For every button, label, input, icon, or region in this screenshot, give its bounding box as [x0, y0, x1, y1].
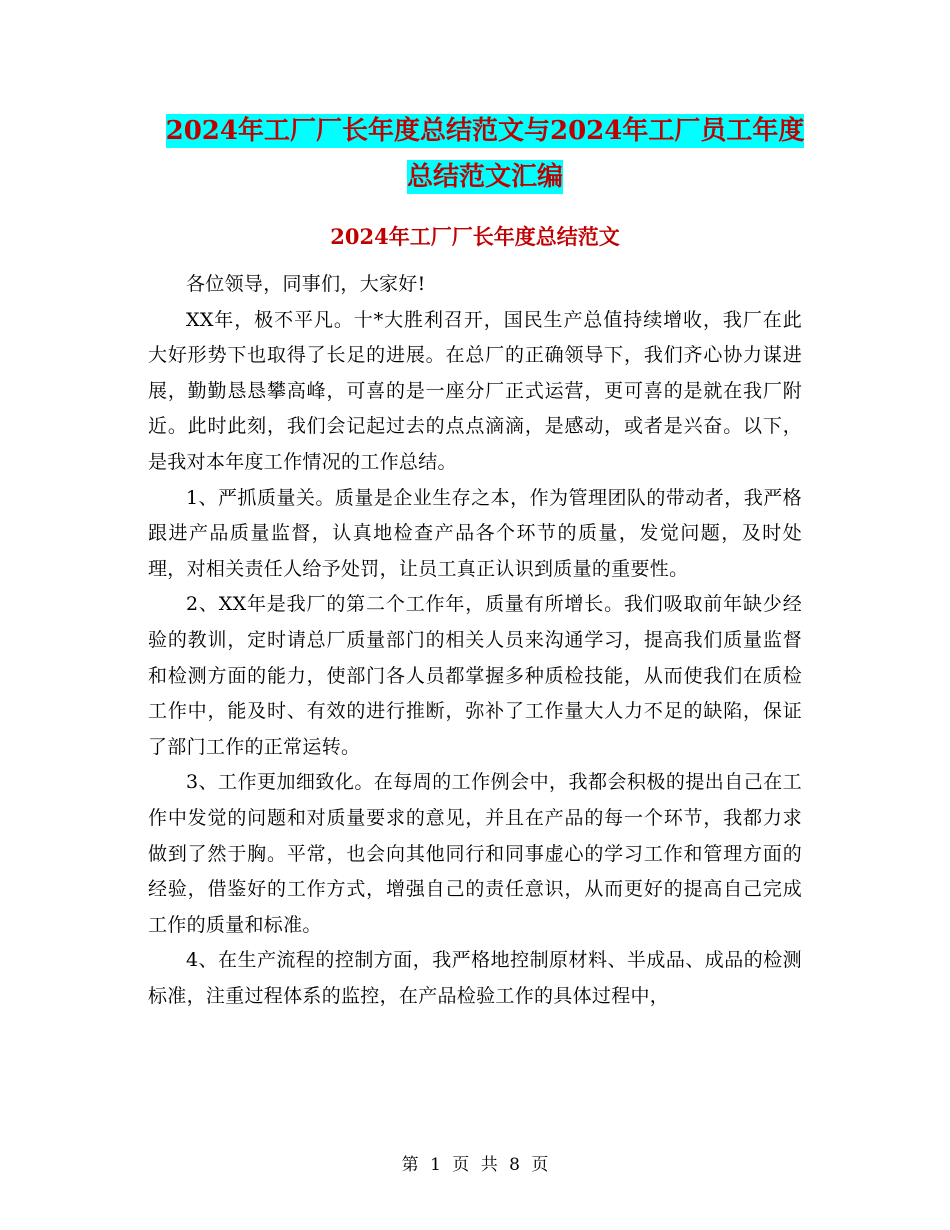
paragraph-point-2: 2、XX年是我厂的第二个工作年，质量有所增长。我们吸取前年缺少经验的教训，定时请总厂质量部门的相关人员来沟通学习，提高我们质量监督和检测方面的能力，使部门各人员都掌握多种质检技能，从而使我们在质检工作中，能及时、有效的进行推断，弥补了工作量大人力不足的缺陷，保证了部门工作的正常运转。	[148, 593, 802, 758]
paragraph-point-3: 3、工作更加细致化。在每周的工作例会中，我都会积极的提出自己在工作中发觉的问题和对质量要求的意见，并且在产品的每一个环节，我都力求做到了然于胸。平常，也会向其他同行和同事虚心的学习工作和管理方面的经验，借鉴好的工作方式，增强自己的责任意识，从而更好的提高自己完成工作的质量和标准。	[148, 771, 802, 936]
paragraph-greeting: 各位领导，同事们，大家好!	[186, 273, 426, 295]
section-title: 2024年工厂厂长年度总结范文	[330, 224, 620, 249]
page-footer: 第 1 页 共 8 页	[401, 1155, 549, 1175]
paragraph-intro: XX年，极不平凡。十*大胜利召开，国民生产总值持续增收，我厂在此大好形势下也取得了长足的进展。在总厂的正确领导下，我们齐心协力谋进展，勤勤恳恳攀高峰，可喜的是一座分厂正式运营，更可喜的是就在我厂附近。此时此刻，我们会记起过去的点点滴滴，是感动，或者是兴奋。以下，是我对本年度工作情况的工作总结。	[148, 308, 802, 473]
paragraph-point-4: 4、在生产流程的控制方面，我严格地控制原材料、半成品、成品的检测标准，注重过程体系的监控，在产品检验工作的具体过程中，	[148, 949, 802, 1007]
document-title	[150, 108, 820, 200]
paragraph-point-1: 1、严抓质量关。质量是企业生存之本，作为管理团队的带动者，我严格跟进产品质量监督，认真地检查产品各个环节的质量，发觉问题，及时处理，对相关责任人给予处罚，让员工真正认识到质量的重要性。	[148, 486, 802, 580]
document-title-line1: 2024年工厂厂长年度总结范文与2024年工厂员工年度	[165, 116, 805, 146]
document-body	[148, 267, 802, 1014]
document-title-line2: 总结范文汇编	[406, 162, 563, 192]
